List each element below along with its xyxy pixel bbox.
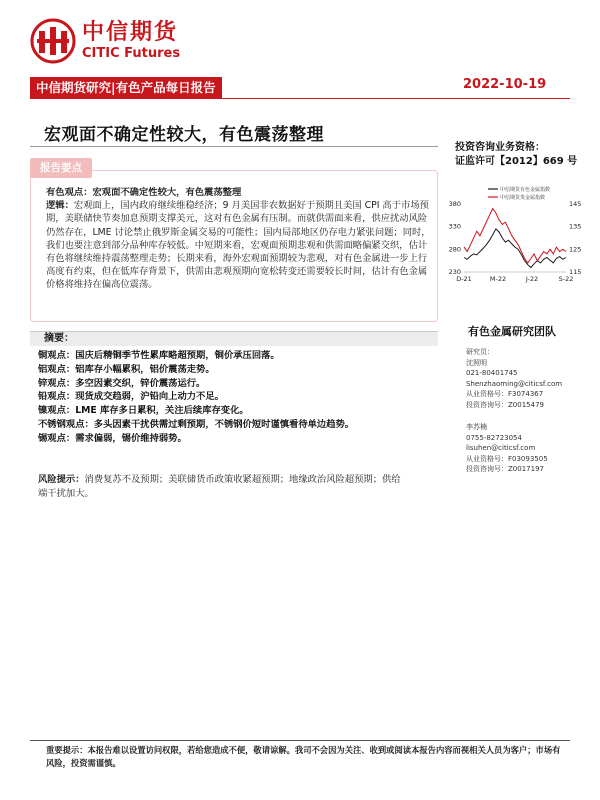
view-item-copper: 铜观点：国庆后精铜季节性累库略超预期，铜价承压回落。 bbox=[38, 350, 280, 361]
right-tick-label: 125 bbox=[569, 245, 582, 254]
analyst-cert: 投资咨询号：Z0017197 bbox=[466, 465, 544, 473]
footer-disclaimer: 重要提示：本报告难以设置访问权限，若给您造成不便，敬请谅解。我司不会因为关注、收到或阅读本报告内容而视相关人员为客户；市场有风险，投资需谨慎。 bbox=[46, 745, 561, 768]
analyst-cert: 从业资格号：F03093505 bbox=[466, 454, 548, 463]
analyst-email: lisuhen@citicsf.com bbox=[466, 444, 536, 452]
view-item-aluminum: 铝观点：铝库存小幅累积，铝价震荡走势。 bbox=[38, 363, 215, 375]
left-tick-label: 230 bbox=[448, 268, 461, 276]
risk-warning bbox=[38, 473, 408, 501]
view-item-stainless: 不锈钢观点：多头因素干扰供需过剩预期，不锈钢价短时谨慎看待单边趋势。 bbox=[38, 418, 355, 430]
report-date: 2022-10-19 bbox=[463, 77, 547, 92]
brand-name-en: CITIC Futures bbox=[82, 46, 181, 61]
right-tick-label: 145 bbox=[569, 200, 582, 208]
legend-label: 中信期货贵金属指数 bbox=[500, 195, 546, 201]
x-tick-label: M-22 bbox=[489, 275, 507, 283]
x-tick-label: J-22 bbox=[525, 275, 539, 283]
analyst-name: 李苏楠 bbox=[466, 423, 487, 431]
summary-heading-bar bbox=[30, 331, 438, 346]
report-series-banner: 中信期货研究|有色产品每日报告 bbox=[30, 77, 222, 99]
key-points-tab: 报告要点 bbox=[30, 158, 92, 178]
key-points-text bbox=[46, 186, 432, 292]
series-line bbox=[464, 209, 566, 263]
view-item-nickel: 镍观点：LME 库存多日累积，关注后续库存变化。 bbox=[38, 405, 249, 417]
risk-text: 消费复苏不及预期；美联储货币政策收紧超预期；地缘政治风险超预期；供给端干扰加大。 bbox=[38, 474, 401, 499]
qualification-block bbox=[455, 141, 577, 169]
left-tick-label: 280 bbox=[448, 245, 461, 254]
x-tick-label: D-21 bbox=[456, 275, 472, 283]
key-points-headline: 有色观点：宏观面不确定性较大，有色震荡整理 bbox=[46, 187, 242, 198]
summary-heading: 摘要： bbox=[44, 333, 74, 344]
left-tick-label: 380 bbox=[448, 200, 461, 208]
right-tick-label: 135 bbox=[569, 222, 582, 231]
analyst-cert: 投资咨询号：Z0015479 bbox=[466, 400, 544, 409]
analyst-role: 研究员： bbox=[466, 348, 494, 356]
summary-views bbox=[38, 349, 438, 446]
title-divider bbox=[30, 146, 438, 147]
legend-label: 中信期货有色金属指数 bbox=[500, 187, 551, 193]
view-item-tin: 锡观点：需求偏弱，锡价维持弱势。 bbox=[38, 432, 187, 444]
logic-label: 逻辑： bbox=[46, 200, 74, 212]
qualification-line-1: 投资咨询业务资格： bbox=[455, 142, 545, 153]
team-title: 有色金属研究团队 bbox=[468, 325, 556, 338]
team-info bbox=[466, 347, 588, 475]
right-tick-label: 115 bbox=[569, 268, 582, 276]
citic-emblem-icon bbox=[30, 18, 76, 64]
brand-name-cn: 中信期货 bbox=[82, 20, 179, 45]
risk-label: 风险提示： bbox=[38, 474, 85, 485]
report-title: 宏观面不确定性较大，有色震荡整理 bbox=[44, 125, 324, 145]
qualification-line-2: 证监许可【2012】669 号 bbox=[455, 156, 578, 167]
analyst-email: Shenzhaoming@citicsf.com bbox=[466, 379, 563, 388]
view-item-lead: 铅观点：现货成交趋弱，沪铅向上动力不足。 bbox=[38, 391, 224, 403]
logic-text: 宏观面上，国内政府继续维稳经济；9 月美国非农数据好于预期且美国 CPI 高于市场预期，美联储快节奏加息预期支撑美元，这对有色金属有压制。而就供需面来看，供应扰动风险仍然存在，LME 讨论禁止俄罗斯金属交易的可能性；国内局部地区仍存电力紧张问题；同时，我们也要注意到部分品种库存较低。中短期来看，宏观面预期悲观和供需面略偏紧交织，估计有色将继续维持震荡整理走势；长期来看，海外宏观面预期较为悲观，对有色金属进一步上行高度有约束，但在低库存背景下，供需由悲观预期向宽松转变还需要较长时间，估计有色金属价格将维持在偏高位震荡。 bbox=[46, 200, 431, 291]
analyst-name: 沈照明 bbox=[466, 358, 487, 367]
left-tick-label: 330 bbox=[448, 222, 461, 231]
index-line-chart bbox=[440, 184, 590, 292]
analyst-phone: 0755-82723054 bbox=[466, 433, 522, 442]
citic-futures-logo bbox=[30, 18, 180, 64]
analyst-phone: 021-80401745 bbox=[466, 369, 518, 377]
x-tick-label: S-22 bbox=[558, 275, 574, 283]
view-item-zinc: 锌观点：多空因素交织，锌价震荡运行。 bbox=[38, 377, 206, 389]
key-points-logic bbox=[46, 199, 432, 291]
analyst-cert: 从业资格号：F3074367 bbox=[466, 390, 544, 398]
footer-rule bbox=[30, 740, 570, 741]
